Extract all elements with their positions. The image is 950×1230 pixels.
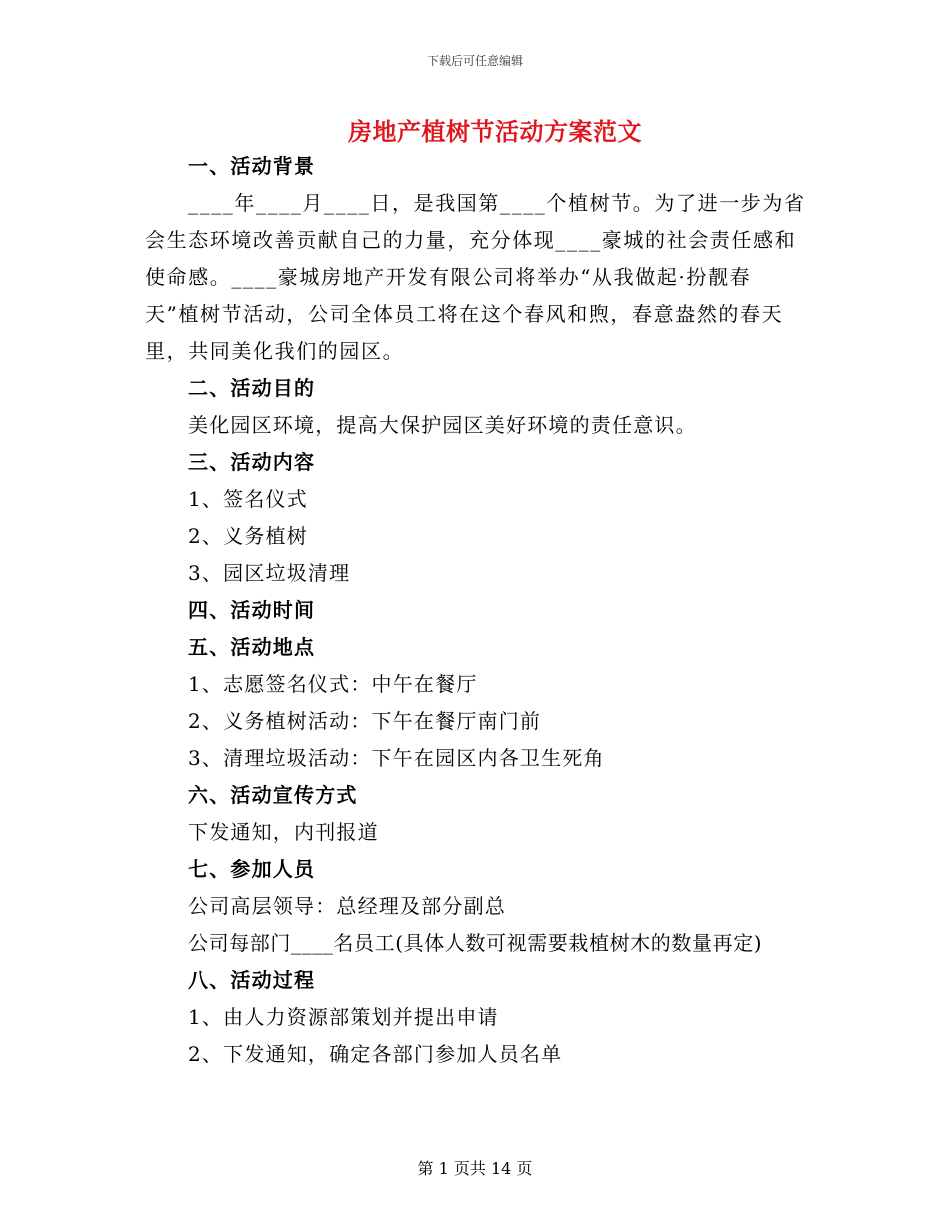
paragraph-line: 会生态环境改善贡献自己的力量，充分体现____豪城的社会责任感和 (145, 228, 797, 252)
paragraph-line: ____年____月____日，是我国第____个植树节。为了进一步为省 (188, 191, 806, 215)
list-item: 1、志愿签名仪式：中午在餐厅 (188, 672, 478, 696)
section-heading-time: 四、活动时间 (188, 598, 316, 622)
list-item: 2、下发通知，确定各部门参加人员名单 (188, 1042, 563, 1066)
paragraph-line: 使命感。____豪城房地产开发有限公司将举办“从我做起·扮靓春 (145, 265, 752, 289)
paragraph-line: 天”植树节活动，公司全体员工将在这个春风和煦，春意盎然的春天 (145, 302, 784, 326)
list-item: 3、园区垃圾清理 (188, 561, 351, 585)
section-heading-purpose: 二、活动目的 (188, 376, 316, 400)
page-footer: 第 1 页共 14 页 (417, 1159, 533, 1178)
section-heading-content: 三、活动内容 (188, 450, 316, 474)
paragraph-line: 里，共同美化我们的园区。 (145, 339, 405, 363)
section-heading-publicity: 六、活动宣传方式 (188, 783, 358, 807)
list-item: 1、签名仪式 (188, 487, 308, 511)
list-item: 公司高层领导：总经理及部分副总 (188, 894, 506, 918)
background-paragraph (145, 185, 805, 370)
list-item: 2、义务植树活动：下午在餐厅南门前 (188, 709, 542, 733)
list-item: 2、义务植树 (188, 524, 308, 548)
section-heading-location: 五、活动地点 (188, 635, 316, 659)
list-item: 3、清理垃圾活动：下午在园区内各卫生死角 (188, 746, 605, 770)
purpose-text: 美化园区环境，提高大保护园区美好环境的责任意识。 (188, 413, 697, 437)
section-heading-background: 一、活动背景 (188, 154, 316, 178)
document-title: 房地产植树节活动方案范文 (348, 117, 642, 146)
header-note: 下载后可任意编辑 (426, 54, 523, 68)
document-body (145, 148, 805, 1073)
list-item: 1、由人力资源部策划并提出申请 (188, 1005, 499, 1029)
publicity-text: 下发通知，内刊报道 (188, 820, 379, 844)
section-heading-process: 八、活动过程 (188, 968, 316, 992)
list-item: 公司每部门____名员工(具体人数可视需要栽植树木的数量再定) (188, 931, 763, 955)
section-heading-participants: 七、参加人员 (188, 857, 316, 881)
